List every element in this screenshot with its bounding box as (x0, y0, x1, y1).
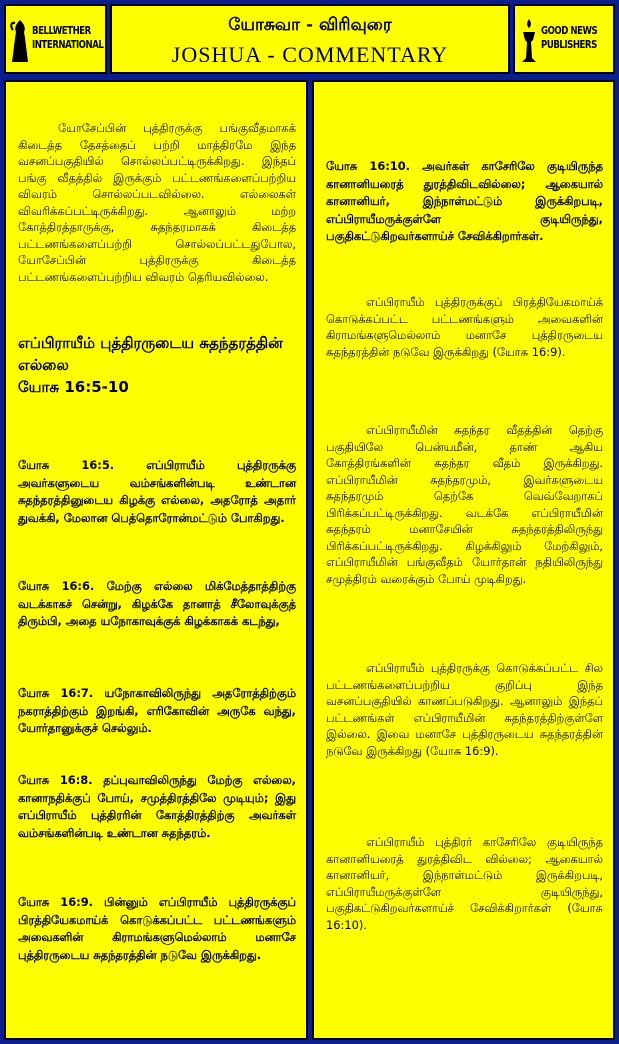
section-heading-ref: யோசு 16:5-10 (18, 378, 129, 396)
title-box (110, 4, 510, 74)
left-column (4, 80, 308, 1040)
ram-figure-icon (10, 18, 30, 64)
left-logo-line1: BELLWETHER (32, 24, 91, 37)
verse-16-10: யோசு 16:10. அவர்கள் காசேரிலே குடியிருந்த கானானியரைத் துரத்திவிடவில்லை; ஆகையால் கானானியர், இந்நாள்மட்டும் இருக்கிறபடி, எப்பிராயீமருக்குள்ளே குடியிருந்து, பகுதிகட்டுகிறவர்களாய்ச் சேவிக்கிறார்கள். (326, 159, 603, 243)
intro-paragraph: யோசேப்பின் புத்திரருக்கு பங்குவீதமாகக் கிடைத்த தேசத்தைப் பற்றி மாத்திரமே இந்த வசனப்பகுதியில் சொல்லப்பட்டிருக்கிறது. இந்தப் பங்கு வீதத்தில் இருக்கும் பட்டணங்களைப்பற்றிய விவரம் சொல்லப்படவில்லை. எல்லைகள் விவரிக்கப்பட்டிருக்கிறது. ஆனாலும் மற்ற கோத்திரத்தாருக்கு, சுதந்தரமாகக் கிடைத்த பட்டணங்களைப்பற்றி சொல்லப்பட்டதுபோல, யோசேப்பின் புத்திரருக்கு கிடைத்த பட்டணங்களைப்பற்றிய விவரம் தெரியவில்லை. (18, 121, 296, 284)
commentary-paragraph-1: எப்பிராயீம் புத்திரருக்குப் பிரத்தியேகமாய்க் கொடுக்கப்பட்ட பட்டணங்களும் அவைகளின் கிராமங்களுமெல்லாம் மனாசே புத்திரருடைய சுதந்தரத்தின் நடுவே இருக்கிறது (யோசு 16:9). (326, 295, 603, 359)
title-tamil: யோசுவா - விரிவுரை (228, 15, 392, 35)
verse-16-6: யோசு 16:6. மேற்கு எல்லை மிக்மேத்தாத்திற்கு வடக்காகச் சென்று, கிழக்கே தானாத் சீலோவுக்குத் திரும்பி, அதை யநோகாவுக்குக் கிழக்காகக் கடந்து, (18, 579, 296, 628)
lamp-figure-icon (519, 18, 539, 64)
commentary-paragraph-3: எப்பிராயீம் புத்திரருக்கு கொடுக்கப்பட்ட சில பட்டணங்களைப்பற்றிய குறிப்பு இந்த வசனப்பகுதியில் காணப்படுகிறது. ஆனாலும் இந்தப் பட்டணங்கள் எப்பிராயீமின் சுதந்தரத்திற்குள்ளே இல்லை. இவை மனாசே புத்திரருடைய சுதந்தரத்தின் நடுவே இருக்கிறது (யோசு 16:9). (326, 661, 603, 758)
verse-16-8: யோசு 16:8. தப்புவாவிலிருந்து மேற்கு எல்லை, கானாநதிக்குப் போய், சமுத்திரத்திலே முடியும்; இது எப்பிராயீம் புத்திரரின் கோத்திரத்திற்கு அவர்கள் வம்சங்களின்படி உண்டான சுதந்தரம். (18, 773, 296, 840)
verse-16-9: யோசு 16:9. பின்னும் எப்பிராயீம் புத்திரருக்குப் பிரத்தியேகமாய்க் கொடுக்கப்பட்ட பட்டணங்களும் அவைகளின் கிராமங்களுமெல்லாம் மனாசே புத்திரருடைய சுதந்தரத்தின் நடுவே இருக்கிறது. (18, 895, 296, 962)
commentary-paragraph-4: எப்பிராயீம் புத்திரர் காசேரிலே குடியிருந்த கானானியரைத் துரத்திவிட வில்லை; ஆகையால் கானானியர், இந்நாள்மட்டும் இருக்கிறபடி, எப்பிராயீமருக்குள்ளே குடியிருந்து, பகுதிகட்டுகிறவர்களாய்ச் சேவிக்கிறார்கள் (யோசு 16:10). (326, 835, 603, 932)
commentary-paragraph-2: எப்பிராயீமின் சுதந்தர வீதத்தின் தெற்கு பகுதியிலே பென்யமீன், தாண் ஆகிய கோத்திரங்களின் சுதந்தர வீதம் இருக்கிறது. எப்பிராயீமின் சுதந்தரமும், இவர்களுடைய சுதந்தரமும் தெற்கே வெவ்வேறாகப் பிரிக்கப்பட்டிருக்கிறது. வடக்கே எப்பிராயீமின் சுதந்தரம் மனாசேயின் சுதந்தரத்திலிருந்து பிரிக்கப்பட்டிருக்கிறது. கிழக்கிலும் மேற்கிலும், எப்பிராயீமின் பங்குவீதம் யோர்தான் நதியிலிருந்து சமுத்திரம் வரைக்கும் போய் முடிகிறது. (326, 423, 603, 586)
section-heading-title: எப்பிராயீம் புத்திரருடைய சுதந்தரத்தின் எல்லை (18, 334, 283, 374)
section-heading (18, 332, 296, 398)
verse-16-7: யோசு 16:7. யநோகாவிலிருந்து அதரோத்திற்கும் நகராத்திற்கும் இறங்கி, எரிகோவின் அருகே வந்து, யோர்தானுக்குச் செல்லும். (18, 686, 296, 735)
left-logo-text (32, 24, 103, 52)
left-logo-line2: INTERNATIONAL (32, 38, 104, 51)
verse-16-5: யோசு 16:5. எப்பிராயீம் புத்திரருக்கு அவர்களுடைய வம்சங்களின்படி உண்டான சுதந்தரத்தினுடைய கிழக்கு எல்லை, அதரோத் அதார் துவக்கி, மேலான பெத்தொரோன்மட்டும் போகிறது. (18, 458, 296, 525)
title-english: JOSHUA - COMMENTARY (171, 42, 449, 67)
right-logo-line2: PUBLISHERS (541, 38, 597, 51)
right-logo-line1: GOOD NEWS (541, 24, 598, 37)
right-column (312, 80, 615, 1040)
right-logo-text (541, 24, 597, 52)
good-news-logo (513, 4, 615, 74)
bellwether-logo (4, 4, 107, 74)
